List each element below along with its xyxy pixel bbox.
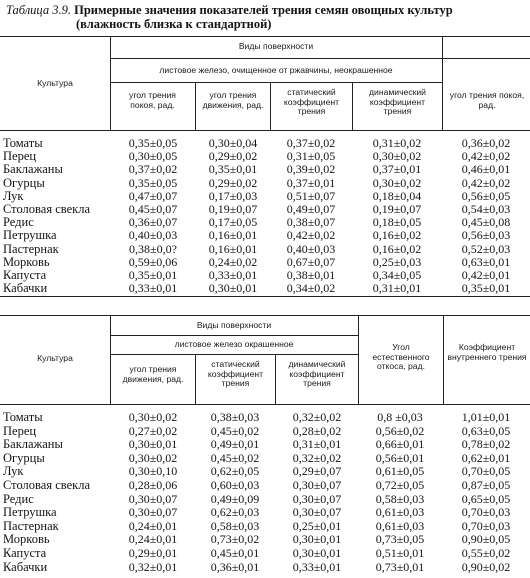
table1-col-header: угол трения движения, рад. [202,90,264,110]
table-cell: 0,62±0,05 [210,464,260,479]
table-cell: 0,56±0,02 [375,423,425,438]
table-cell: 0,62±0,01 [461,450,511,465]
table2-col-header: Угол естественного откоса, рад. [372,342,430,371]
table-cell: 0,29±0,07 [292,464,342,479]
table-cell: 0,62±0,03 [210,505,260,520]
table2-crop-header: Культура [37,353,73,363]
table1-material-header: листовое железо, очищенное от ржавчины, неокрашенное [159,65,393,75]
row-crop-name: Огурцы [3,175,45,190]
table-cell: 0,67±0,07 [286,254,336,269]
table-cell: 0,30±0,01 [128,437,178,452]
table-cell: 0,36±0,02 [461,136,511,150]
table-cell: 0,24±0,02 [208,254,258,269]
table-cell: 0,32±0,01 [128,559,178,574]
table-cell: 0,30±0,01 [292,532,342,547]
table-cell: 0,24±0,01 [128,518,178,533]
table2-material-rule [110,354,358,355]
row-crop-name: Столовая свекла [3,202,90,216]
table-cell: 0,52±0,03 [461,241,511,256]
table-cell: 0,33±0,01 [128,281,178,296]
row-crop-name: Морковь [3,254,50,269]
table-cell: 0,59±0,06 [128,254,178,269]
caption-title-line2: (влажность близка к стандартной) [76,17,272,31]
table2-col-header: Коэффициент внутреннего трения [447,342,527,362]
table-cell: 0,56±0,03 [461,228,511,243]
table-cell: 0,34±0,05 [372,268,422,282]
table2-col-divider [275,354,276,404]
row-crop-name: Редис [3,491,34,506]
table2-col-header: динамический коэффициент трения [288,359,346,388]
table1-bottom-rule [0,296,530,297]
table-cell: 0,42±0,01 [461,268,511,282]
table-cell: 0,40±0,03 [286,241,336,256]
table2-material-header: листовое железо окрашенное [174,339,294,349]
table-cell: 0,30±0,01 [208,281,258,296]
table-cell: 0,36±0,01 [210,559,260,574]
table-cell: 0,73±0,02 [210,532,260,547]
table-cell: 0,37±0,02 [128,162,178,177]
table-cell: 1,01±0,01 [461,410,511,424]
table-cell: 0,30±0,01 [292,546,342,560]
table-cell: 0,49±0,07 [286,202,336,216]
table-cell: 0,55±0,02 [461,546,511,560]
row-crop-name: Перец [3,423,37,438]
table-cell: 0,32±0,02 [292,410,342,424]
table-cell: 0,35±0,05 [128,136,178,150]
table2-group-divider [358,315,359,404]
table-cell: 0,54±0,03 [461,202,511,216]
row-crop-name: Баклажаны [3,437,63,452]
table-cell: 0,51±0,01 [375,546,425,560]
table-cell: 0,90±0,05 [461,532,511,547]
table-cell: 0,25±0,03 [372,254,422,269]
table1-crop-header: Культура [37,78,73,88]
table-cell: 0,90±0,02 [461,559,511,574]
table-cell: 0,30±0,10 [128,464,178,479]
table-cell: 0,8 ±0,03 [377,410,423,424]
table-cell: 0,17±0,05 [208,215,258,230]
row-crop-name: Петрушка [3,505,57,520]
table-cell: 0,42±0,02 [286,228,336,243]
table2-col-divider [195,354,196,404]
table-cell: 0,46±0,01 [461,162,511,177]
table-cell: 0,38±0,01 [286,268,336,282]
caption-title-line1: Примерные значения показателей трения семян овощных культур [74,3,453,17]
table-cell: 0,35±0,01 [208,162,258,177]
row-crop-name: Редис [3,215,34,230]
table-cell: 0,31±0,05 [286,149,336,164]
table-cell: 0,70±0,03 [461,505,511,520]
table1-col-divider [352,82,353,130]
table-cell: 0,16±0,02 [372,228,422,243]
table1-top-rule [0,36,530,37]
table-cell: 0,35±0,01 [128,268,178,282]
table-cell: 0,49±0,01 [210,437,260,452]
table-cell: 0,32±0,02 [292,450,342,465]
table-cell: 0,45±0,02 [210,423,260,438]
table-cell: 0,38±0,07 [286,215,336,230]
table-caption [6,3,526,31]
table2-surfaces-rule [110,335,358,336]
table1-material-rule [110,82,442,83]
table-cell: 0,30±0,07 [128,505,178,520]
row-crop-name: Томаты [3,410,43,424]
table-cell: 0,29±0,02 [208,149,258,164]
table-cell: 0,16±0,02 [372,241,422,256]
table-cell: 0,30±0,07 [292,478,342,492]
row-crop-name: Морковь [3,532,50,547]
table-cell: 0,16±0,01 [208,241,258,256]
table2-surfaces-header: Виды поверхности [196,320,272,330]
table-cell: 0,51±0,07 [286,188,336,203]
table-cell: 0,47±0,07 [128,188,178,203]
table-cell: 0,31±0,01 [292,437,342,452]
table-cell: 0,30±0,02 [128,450,178,465]
table-cell: 0,29±0,02 [208,175,258,190]
table-cell: 0,39±0,02 [286,162,336,177]
row-crop-name: Лук [3,464,24,479]
table-cell: 0,28±0,02 [292,423,342,438]
table1-last-col-divider [442,36,443,130]
table-cell: 0,29±0,01 [128,546,178,560]
row-crop-name: Пастернак [3,518,59,533]
table-cell: 0,34±0,02 [286,281,336,296]
table1-col-header: статический коэффициент трения [283,87,340,116]
table-cell: 0,35±0,01 [461,281,511,296]
table-cell: 0,16±0,01 [208,228,258,243]
table-cell: 0,31±0,02 [372,136,422,150]
table-cell: 0,30±0,07 [128,491,178,506]
table-cell: 0,73±0,05 [375,532,425,547]
table-cell: 0,87±0,05 [461,478,511,492]
table-cell: 0,38±0,0? [129,241,177,256]
table-cell: 0,30±0,04 [208,136,258,150]
table-cell: 0,30±0,02 [128,410,178,424]
table-cell: 0,56±0,05 [461,188,511,203]
table-cell: 0,72±0,05 [375,478,425,492]
table-cell: 0,58±0,03 [375,491,425,506]
table-cell: 0,45±0,08 [461,215,511,230]
table-cell: 0,31±0,01 [372,281,422,296]
table-cell: 0,25±0,01 [292,518,342,533]
table-cell: 0,61±0,03 [375,505,425,520]
table2-col-divider [443,315,444,404]
table2-top-rule [0,315,530,316]
table-cell: 0,56±0,01 [375,450,425,465]
table-cell: 0,30±0,07 [292,505,342,520]
table-cell: 0,18±0,05 [372,215,422,230]
table-cell: 0,61±0,03 [375,518,425,533]
table2-header-rule [0,404,530,405]
row-crop-name: Кабачки [3,281,48,296]
table-cell: 0,42±0,02 [461,175,511,190]
table-cell: 0,63±0,05 [461,423,511,438]
row-crop-name: Петрушка [3,228,57,243]
table-cell: 0,66±0,01 [375,437,425,452]
row-crop-name: Лук [3,188,24,203]
table1-col-header: угол трения покоя, рад. [449,90,525,110]
table-cell: 0,17±0,03 [208,188,258,203]
table-cell: 0,19±0,07 [372,202,422,216]
caption-label: Таблица 3.9. [6,3,71,17]
table-cell: 0,70±0,05 [461,464,511,479]
table1-col-header: динамический коэффициент трения [369,87,426,116]
table-cell: 0,60±0,03 [210,478,260,492]
table-cell: 0,27±0,02 [128,423,178,438]
table-cell: 0,61±0,05 [375,464,425,479]
table-cell: 0,24±0,01 [128,532,178,547]
table-cell: 0,63±0,01 [461,254,511,269]
table1-surfaces-rule [110,58,530,59]
table-cell: 0,38±0,03 [210,410,260,424]
table-cell: 0,70±0,03 [461,518,511,533]
table-cell: 0,78±0,02 [461,437,511,452]
table-cell: 0,28±0,06 [128,478,178,492]
table-cell: 0,30±0,02 [372,175,422,190]
table-cell: 0,37±0,02 [286,136,336,150]
row-crop-name: Огурцы [3,450,45,465]
table-cell: 0,73±0,01 [375,559,425,574]
row-crop-name: Перец [3,149,37,164]
table-cell: 0,30±0,02 [372,149,422,164]
table-cell: 0,49±0,09 [210,491,260,506]
table-cell: 0,58±0,03 [210,518,260,533]
table-cell: 0,45±0,07 [128,202,178,216]
table-cell: 0,33±0,01 [208,268,258,282]
table1-col-header: угол трения покоя, рад. [129,90,176,110]
table1-col-divider [270,82,271,130]
table2-col-header: статический коэффициент трения [207,359,264,388]
table-cell: 0,36±0,07 [128,215,178,230]
row-crop-name: Баклажаны [3,162,63,177]
row-crop-name: Томаты [3,136,43,150]
table-cell: 0,33±0,01 [292,559,342,574]
row-crop-name: Капуста [3,268,47,282]
table-cell: 0,42±0,02 [461,149,511,164]
table1-surfaces-header: Виды поверхности [238,41,314,51]
table-cell: 0,18±0,04 [372,188,422,203]
table-cell: 0,37±0,01 [286,175,336,190]
table2-col-header: угол трения движения, рад. [122,364,184,384]
table1-col-divider [195,82,196,130]
row-crop-name: Капуста [3,546,47,560]
table-cell: 0,40±0,03 [128,228,178,243]
table-cell: 0,19±0,07 [208,202,258,216]
table-cell: 0,35±0,05 [128,175,178,190]
table-cell: 0,30±0,07 [292,491,342,506]
table-cell: 0,37±0,01 [372,162,422,177]
table-cell: 0,65±0,05 [461,491,511,506]
row-crop-name: Кабачки [3,559,48,574]
table1-header-rule [0,130,530,131]
table-cell: 0,30±0,05 [128,149,178,164]
row-crop-name: Столовая свекла [3,478,90,492]
table-cell: 0,45±0,02 [210,450,260,465]
table-cell: 0,45±0,01 [210,546,260,560]
row-crop-name: Пастернак [3,241,59,256]
